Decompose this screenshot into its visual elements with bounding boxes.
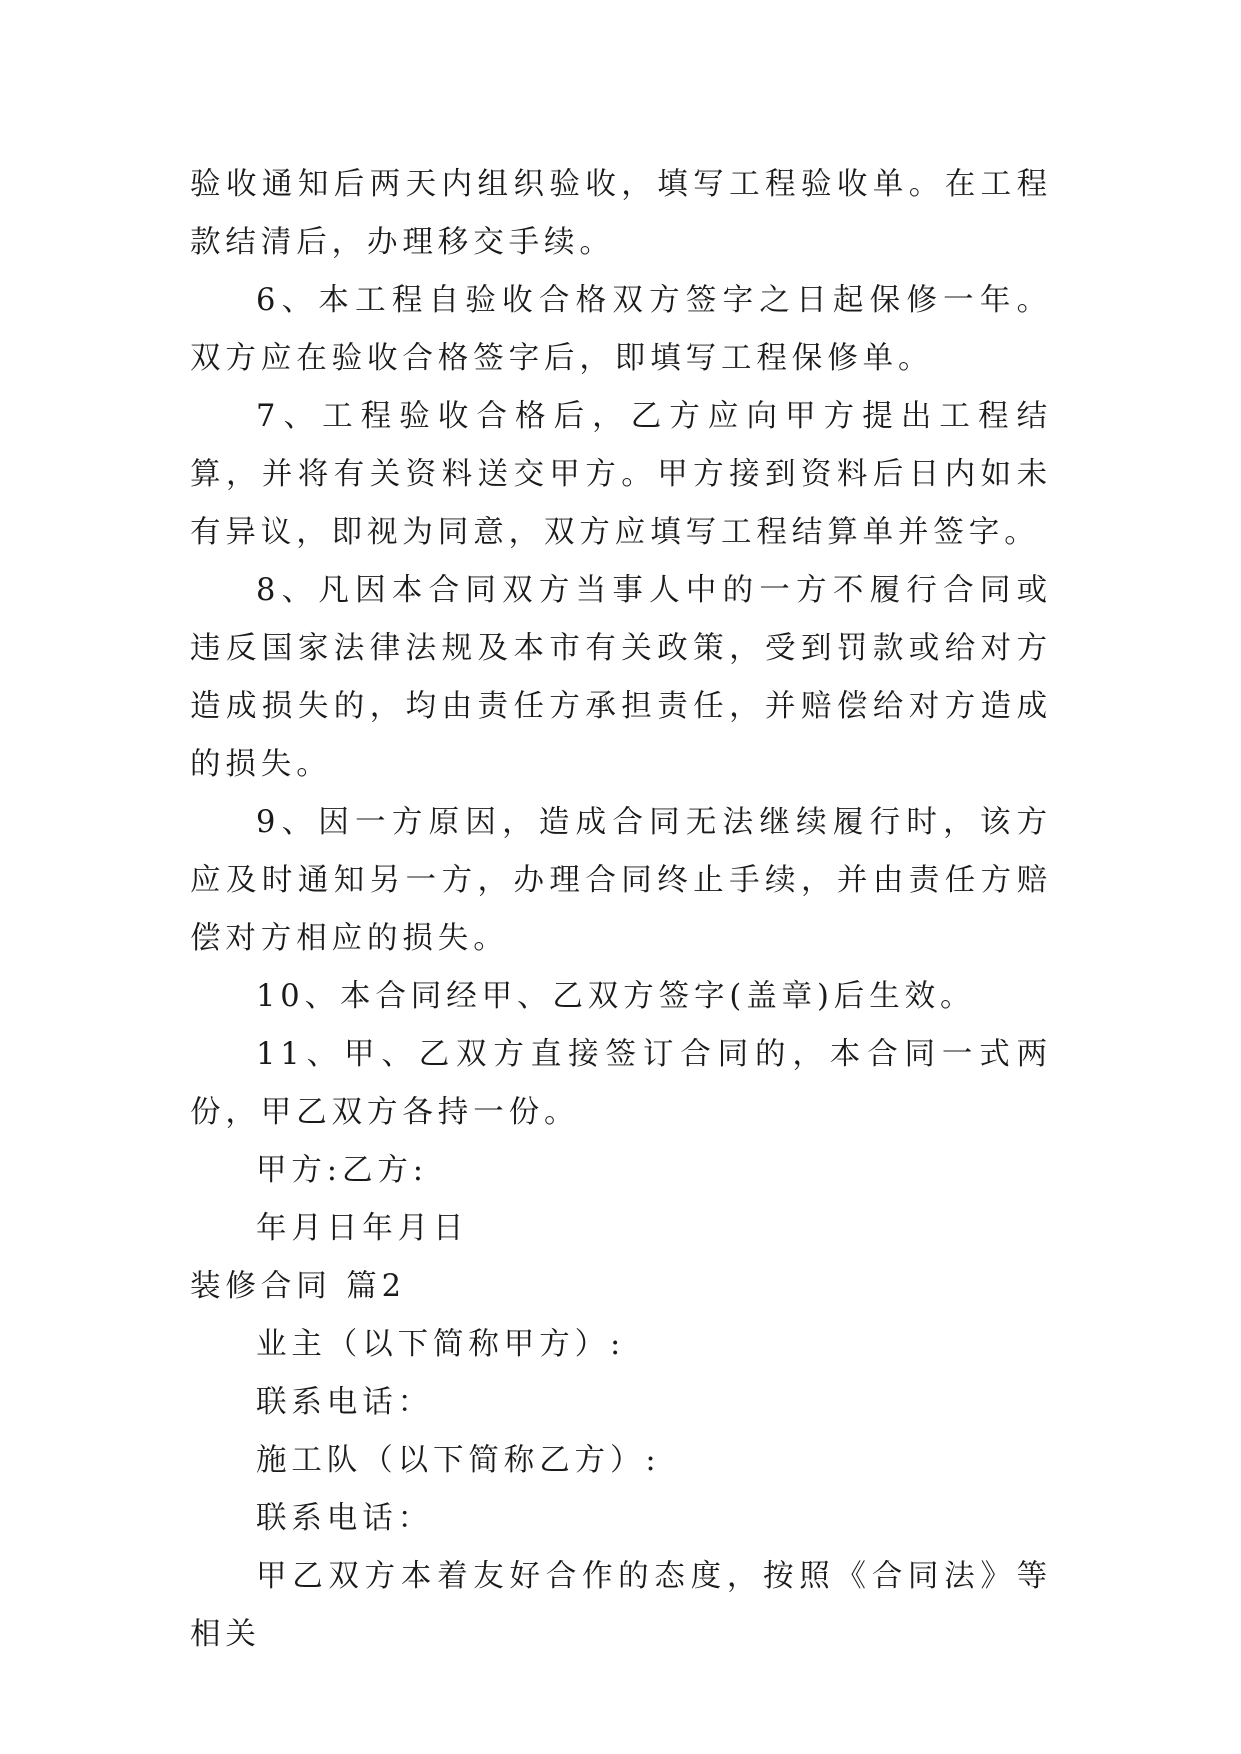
paragraph-clause-9: 9、因一方原因，造成合同无法继续履行时，该方应及时通知另一方，办理合同终止手续，并由责任方赔偿对方相应的损失。: [190, 805, 1052, 956]
paragraph-clause-7: 7、工程验收合格后，乙方应向甲方提出工程结算，并将有关资料送交甲方。甲方接到资料后日内如未有异议，即视为同意，双方应填写工程结算单并签字。: [190, 399, 1052, 550]
paragraph-clause-10: 10、本合同经甲、乙双方签字(盖章)后生效。: [256, 979, 976, 1014]
paragraph-clause-11: 11、甲、乙双方直接签订合同的，本合同一式两份，甲乙双方各持一份。: [190, 1037, 1052, 1130]
intro-paragraph: 甲乙双方本着友好合作的态度，按照《合同法》等相关: [190, 1559, 1052, 1652]
contractor-line: 施工队（以下简称乙方）:: [256, 1443, 661, 1478]
owner-line: 业主（以下简称甲方）:: [256, 1327, 626, 1362]
section-heading: 装修合同 篇2: [190, 1269, 406, 1304]
owner-phone-line: 联系电话：: [256, 1385, 433, 1420]
signature-line: 甲方:乙方:: [256, 1153, 428, 1188]
paragraph-clause-6: 6、本工程自验收合格双方签字之日起保修一年。双方应在验收合格签字后，即填写工程保修单。: [190, 283, 1052, 376]
contractor-phone-line: 联系电话：: [256, 1501, 433, 1536]
paragraph-continuation: 验收通知后两天内组织验收，填写工程验收单。在工程款结清后，办理移交手续。: [190, 167, 1052, 260]
paragraph-clause-8: 8、凡因本合同双方当事人中的一方不履行合同或违反国家法律法规及本市有关政策，受到罚款或给对方造成损失的，均由责任方承担责任，并赔偿给对方造成的损失。: [190, 573, 1052, 782]
date-line: 年月日年月日: [256, 1211, 469, 1246]
document-body: [190, 156, 1052, 1664]
